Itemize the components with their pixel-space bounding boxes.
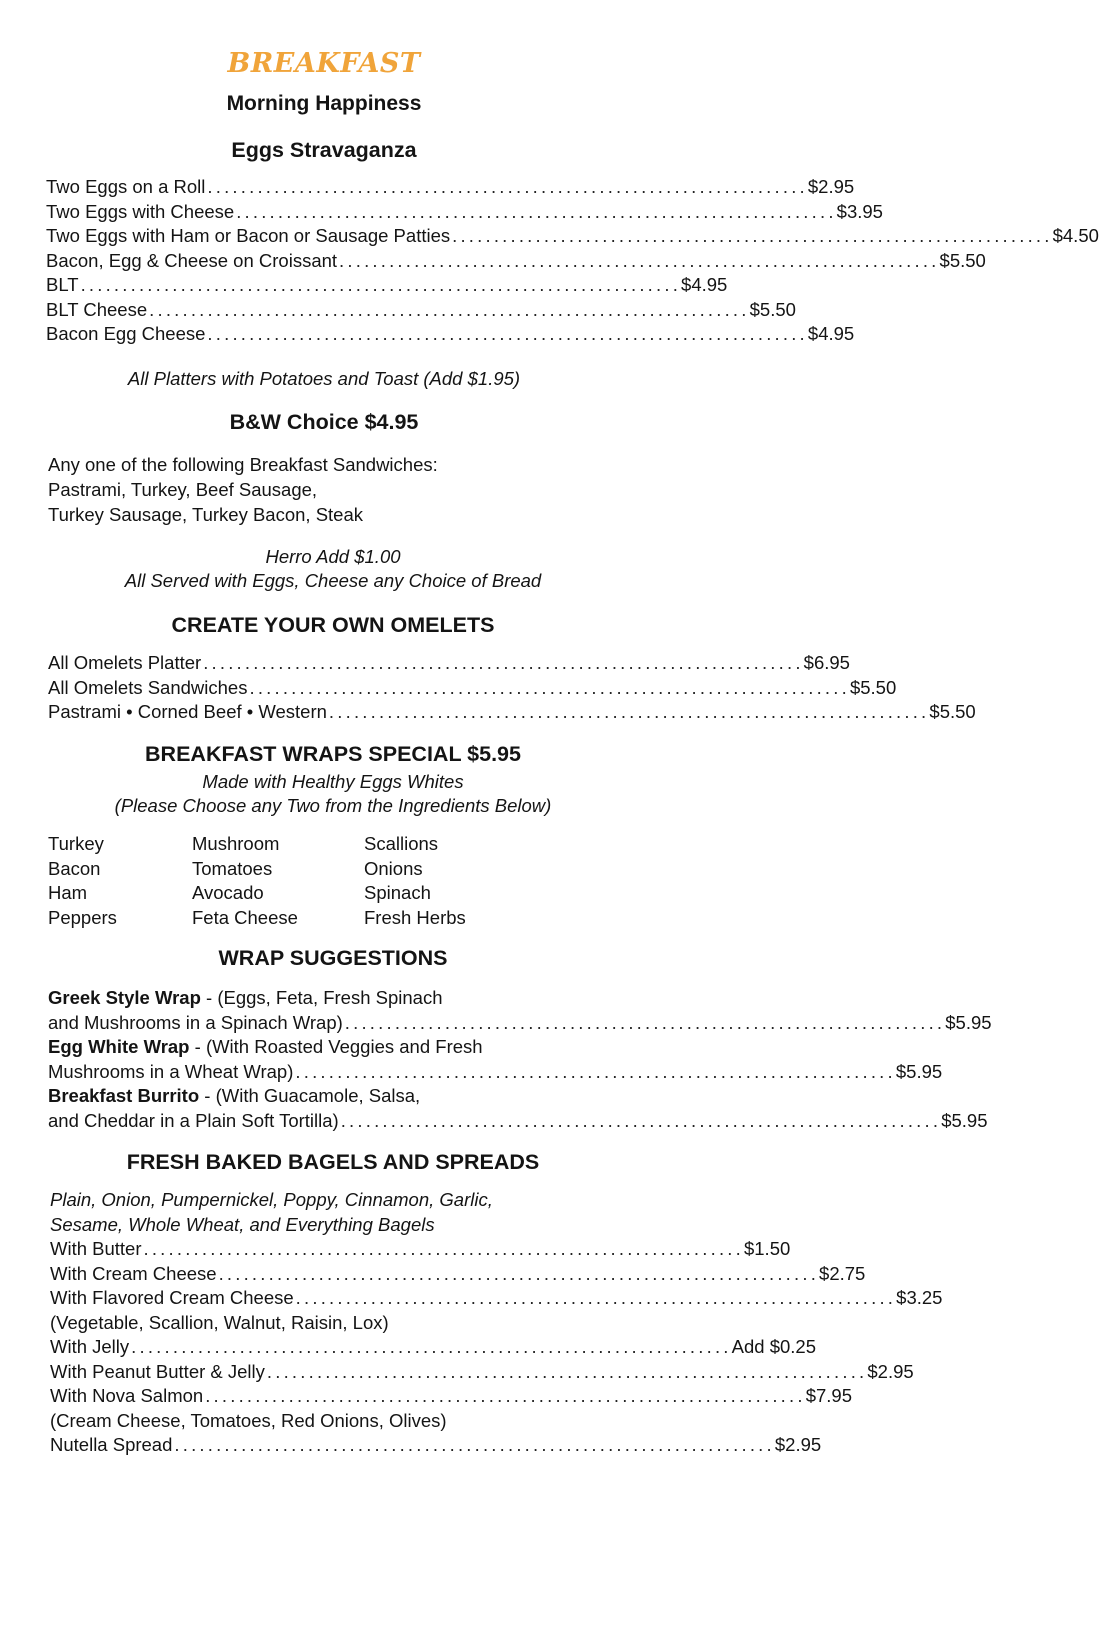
suggestion-desc: - (With Guacamole, Salsa, xyxy=(199,1085,421,1106)
item-name: Bacon, Egg & Cheese on Croissant xyxy=(46,249,338,271)
list-item xyxy=(46,225,1099,250)
herro-note: Herro Add $1.00 xyxy=(265,546,401,567)
suggestion-name: Breakfast Burrito xyxy=(48,1085,200,1106)
list-item xyxy=(46,200,883,226)
item-price: $4.95 xyxy=(807,323,855,344)
list-item xyxy=(50,1287,943,1312)
omelets-list xyxy=(48,652,976,726)
ingredient: Peppers xyxy=(48,906,117,928)
suggestion-desc: - (With Roasted Veggies and Fresh xyxy=(189,1036,483,1057)
bagel-types: Sesame, Whole Wheat, and Everything Bagels xyxy=(50,1213,435,1235)
list-item xyxy=(46,176,855,201)
served-note: All Served with Eggs, Cheese any Choice of Bread xyxy=(124,570,542,591)
leader-dots: ........................................................................ xyxy=(340,1109,942,1131)
ingredient: Feta Cheese xyxy=(192,906,298,928)
leader-dots: ........................................................................ xyxy=(236,200,837,222)
item-name: Pastrami • Corned Beef • Western xyxy=(48,701,327,722)
item-price: $2.95 xyxy=(807,176,855,197)
suggestion-desc: Mushrooms in a Wheat Wrap) xyxy=(48,1060,294,1082)
suggestions-heading: WRAP SUGGESTIONS xyxy=(218,946,448,970)
leader-dots: ........................................................................ xyxy=(295,1060,896,1082)
platters-note: All Platters with Potatoes and Toast (Add $1.95) xyxy=(127,368,521,389)
suggestion-desc: and Cheddar in a Plain Soft Tortilla) xyxy=(48,1109,339,1131)
suggestion-name: Greek Style Wrap xyxy=(48,987,201,1008)
bw-line: Turkey Sausage, Turkey Bacon, Steak xyxy=(48,504,364,525)
bw-description xyxy=(48,452,438,527)
item-name: Nutella Spread xyxy=(50,1434,173,1455)
item-price: $5.50 xyxy=(749,298,796,320)
item-price: Add $0.25 xyxy=(731,1336,816,1357)
ingredient: Fresh Herbs xyxy=(364,906,466,928)
suggestions-list xyxy=(48,987,992,1134)
bw-heading: B&W Choice $4.95 xyxy=(229,410,419,434)
list-item xyxy=(50,1238,791,1263)
list-item xyxy=(50,1434,822,1459)
list-item xyxy=(48,701,976,726)
item-price: $5.95 xyxy=(945,1011,992,1033)
leader-dots: ........................................................................ xyxy=(131,1336,732,1357)
list-item xyxy=(46,249,986,275)
wraps-heading: BREAKFAST WRAPS SPECIAL $5.95 xyxy=(145,742,521,766)
item-name: All Omelets Sandwiches xyxy=(48,676,248,698)
leader-dots: ........................................................................ xyxy=(218,1262,820,1284)
item-name: Two Eggs with Ham or Bacon or Sausage Patties xyxy=(46,225,451,246)
leader-dots: ........................................................................ xyxy=(174,1434,775,1455)
ingredient: Bacon xyxy=(48,857,101,879)
list-item xyxy=(50,1262,866,1288)
item-name: With Jelly xyxy=(50,1336,130,1357)
leader-dots: ........................................................................ xyxy=(249,676,850,698)
leader-dots: ........................................................................ xyxy=(266,1360,868,1382)
item-price: $5.95 xyxy=(941,1109,988,1131)
list-item xyxy=(50,1336,816,1361)
bagels-list xyxy=(50,1189,943,1459)
item-name: With Cream Cheese xyxy=(50,1262,217,1284)
leader-dots: ........................................................................ xyxy=(328,701,930,722)
bw-line: Any one of the following Breakfast Sandwiches: xyxy=(48,454,438,475)
leader-dots: ........................................................................ xyxy=(149,298,750,320)
ingredient: Ham xyxy=(48,882,88,903)
item-price: $6.95 xyxy=(803,652,850,673)
ingredients-column-1 xyxy=(48,832,117,930)
item-price: $7.95 xyxy=(805,1385,852,1406)
eggs-list xyxy=(46,176,1099,348)
wraps-choose-note: (Please Choose any Two from the Ingredients Below) xyxy=(114,795,552,816)
list-item xyxy=(48,652,850,677)
list-item xyxy=(46,274,728,299)
list-item xyxy=(50,1360,914,1386)
item-price: $1.50 xyxy=(743,1238,791,1259)
omelets-heading: CREATE YOUR OWN OMELETS xyxy=(171,613,495,637)
item-price: $4.95 xyxy=(681,274,728,295)
suggestion-line xyxy=(48,1085,570,1110)
item-name: Two Eggs with Cheese xyxy=(46,200,235,222)
ingredient: Onions xyxy=(364,857,423,879)
item-price: $5.50 xyxy=(939,249,986,271)
suggestion-desc: and Mushrooms in a Spinach Wrap) xyxy=(48,1011,343,1033)
ingredient: Avocado xyxy=(192,882,264,903)
list-item xyxy=(46,323,855,348)
leader-dots: ........................................................................ xyxy=(295,1287,897,1308)
item-price: $5.50 xyxy=(849,676,897,698)
eggs-heading: Eggs Stravaganza xyxy=(231,138,417,162)
suggestion-line xyxy=(48,1036,570,1061)
ingredient: Tomatoes xyxy=(192,857,273,879)
leader-dots: ........................................................................ xyxy=(143,1238,744,1259)
item-price: $2.95 xyxy=(774,1434,822,1455)
item-name: Two Eggs on a Roll xyxy=(46,176,206,197)
list-item xyxy=(48,1060,943,1086)
list-item xyxy=(48,1109,988,1135)
menu-subtitle: Morning Happiness xyxy=(226,92,422,115)
ingredients-column-3 xyxy=(364,832,466,930)
leader-dots: ........................................................................ xyxy=(344,1011,946,1033)
item-price: $5.95 xyxy=(895,1060,943,1082)
ingredient: Spinach xyxy=(364,882,431,903)
leader-dots: ........................................................................ xyxy=(452,225,1053,246)
ingredient: Turkey xyxy=(48,833,104,854)
ingredient: Scallions xyxy=(364,833,439,854)
leader-dots: ........................................................................ xyxy=(207,323,808,344)
suggestion-desc: - (Eggs, Feta, Fresh Spinach xyxy=(200,987,443,1008)
menu-title: BREAKFAST xyxy=(227,48,421,79)
suggestion-line xyxy=(48,987,570,1012)
item-price: $2.75 xyxy=(819,1262,866,1284)
item-name: With Butter xyxy=(50,1238,142,1259)
ingredients-column-2 xyxy=(192,832,298,930)
item-note: (Vegetable, Scallion, Walnut, Raisin, Lox) xyxy=(50,1311,389,1333)
item-price: $4.50 xyxy=(1052,225,1099,246)
list-item xyxy=(48,676,897,702)
item-price: $3.95 xyxy=(836,200,883,222)
leader-dots: ........................................................................ xyxy=(339,249,940,271)
item-name: With Nova Salmon xyxy=(50,1385,204,1406)
bagels-heading: FRESH BAKED BAGELS AND SPREADS xyxy=(126,1150,540,1174)
suggestion-name: Egg White Wrap xyxy=(48,1036,190,1057)
leader-dots: ........................................................................ xyxy=(80,274,682,295)
list-item xyxy=(50,1385,852,1410)
item-price: $3.25 xyxy=(896,1287,943,1308)
item-name: BLT xyxy=(46,274,79,295)
ingredient: Mushroom xyxy=(192,833,280,854)
list-item xyxy=(46,298,796,324)
leader-dots: ........................................................................ xyxy=(205,1385,806,1406)
item-price: $2.95 xyxy=(867,1360,914,1382)
item-name: Bacon Egg Cheese xyxy=(46,323,206,344)
leader-dots: ........................................................................ xyxy=(207,176,808,197)
item-price: $5.50 xyxy=(929,701,976,722)
item-name: BLT Cheese xyxy=(46,298,148,320)
item-note: (Cream Cheese, Tomatoes, Red Onions, Olives) xyxy=(50,1409,447,1431)
list-item xyxy=(48,1011,992,1037)
item-name: All Omelets Platter xyxy=(48,652,202,673)
item-name: With Peanut Butter & Jelly xyxy=(50,1360,265,1382)
wraps-note: Made with Healthy Eggs Whites xyxy=(202,771,464,792)
bw-line: Pastrami, Turkey, Beef Sausage, xyxy=(48,479,318,500)
item-name: With Flavored Cream Cheese xyxy=(50,1287,294,1308)
leader-dots: ........................................................................ xyxy=(203,652,804,673)
bagel-types: Plain, Onion, Pumpernickel, Poppy, Cinnamon, Garlic, xyxy=(50,1189,493,1210)
